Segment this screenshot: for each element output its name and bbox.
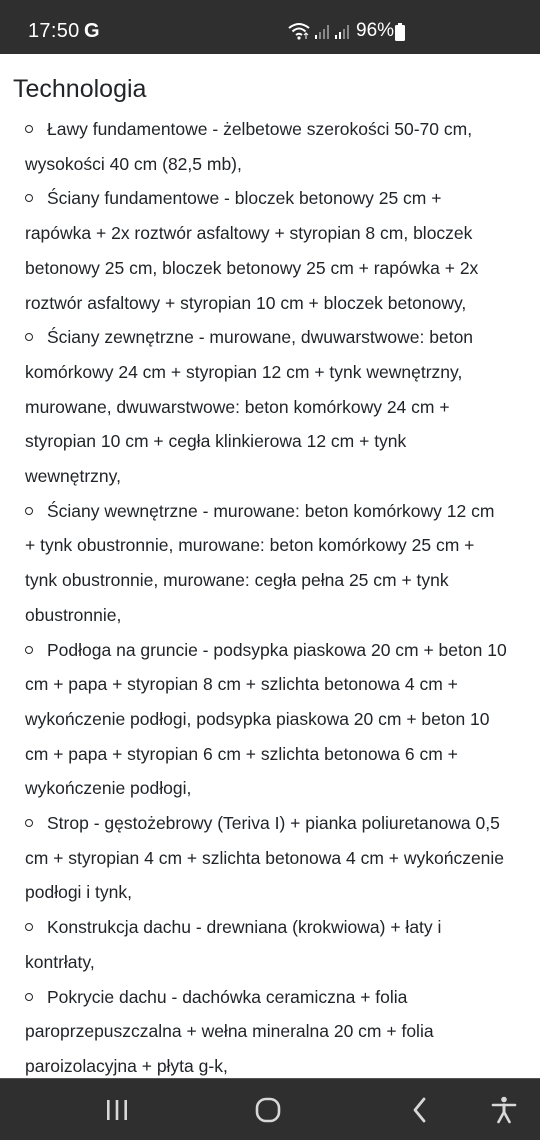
list-item (25, 633, 507, 807)
circle-bullet-icon (25, 507, 33, 515)
list-item (25, 320, 507, 494)
circle-bullet-icon (25, 125, 33, 133)
list-item (25, 806, 507, 910)
navigation-bar (0, 1078, 540, 1140)
technology-list (25, 112, 507, 1078)
signal-icon-secondary (334, 24, 350, 40)
battery-percent: 96% (356, 20, 395, 41)
battery-icon (395, 23, 405, 41)
recent-apps-icon (106, 1099, 128, 1121)
circle-bullet-icon (25, 194, 33, 202)
back-icon (411, 1097, 429, 1123)
list-item (25, 494, 507, 633)
section-title: Technologia (13, 75, 147, 103)
circle-bullet-icon (25, 646, 33, 654)
list-item-text: Ściany zewnętrzne - murowane, dwuwarstwowe: beton komórkowy 24 cm + styropian 12 cm + tynk wewnętrzny, murowane, dwuwarstwowe: beton komórkowy 24 cm + styropian 10 cm + cegła klinkierowa 12 cm + tynk wewnętrzny, (25, 327, 474, 487)
list-item-text: Strop - gęstożebrowy (Teriva I) + pianka poliuretanowa 0,5 cm + styropian 4 cm + szlichta betonowa 4 cm + wykończenie podłogi i tynk, (25, 813, 505, 903)
nav-divider (0, 1078, 540, 1079)
list-item-text: Pokrycie dachu - dachówka ceramiczna + folia paroprzepuszczalna + wełna mineralna 20 cm + folia paroizolacyjna + płyta g-k, (25, 986, 434, 1076)
accessibility-icon (491, 1096, 517, 1124)
accessibility-button[interactable] (482, 1092, 526, 1128)
circle-bullet-icon (25, 819, 33, 827)
list-item-text: Podłoga na gruncie - podsypka piaskowa 20 cm + beton 10 cm + papa + styropian 8 cm + szlichta betonowa 4 cm + wykończenie podłogi, podsypka piaskowa 20 cm + beton 10 cm + papa + styropian 6 cm + szlichta betonowa 6 cm + wykończenie podłogi, (25, 639, 507, 799)
list-item (25, 910, 507, 979)
circle-bullet-icon (25, 993, 33, 1001)
circle-bullet-icon (25, 333, 33, 341)
clock: 17:50 (28, 20, 80, 42)
list-item-text: Konstrukcja dachu - drewniana (krokwiowa) + łaty i kontrłaty, (25, 917, 442, 972)
page-content (0, 54, 540, 1078)
list-item-text: Ławy fundamentowe - żelbetowe szerokości 50-70 cm, wysokości 40 cm (82,5 mb), (25, 119, 473, 174)
status-bar (0, 0, 540, 54)
google-icon: G (84, 20, 100, 42)
list-item (25, 980, 507, 1078)
list-item (25, 112, 507, 181)
signal-icon (314, 24, 330, 40)
recent-apps-button[interactable] (95, 1092, 139, 1128)
circle-bullet-icon (25, 923, 33, 931)
back-button[interactable] (398, 1092, 442, 1128)
list-item-text: Ściany wewnętrzne - murowane: beton komórkowy 12 cm + tynk obustronnie, murowane: beton komórkowy 25 cm + tynk obustronnie, murowane: cegła pełna 25 cm + tynk obustronnie, (25, 500, 495, 625)
wifi-icon (288, 22, 310, 40)
list-item-text: Ściany fundamentowe - bloczek betonowy 25 cm + rapówka + 2x roztwór asfaltowy + styropian 8 cm, bloczek betonowy 25 cm, bloczek betonowy 25 cm + rapówka + 2x roztwór asfaltowy + styropian 10 cm + bloczek betonowy, (25, 188, 479, 313)
list-item (25, 181, 507, 320)
home-icon (255, 1097, 281, 1123)
home-button[interactable] (246, 1092, 290, 1128)
